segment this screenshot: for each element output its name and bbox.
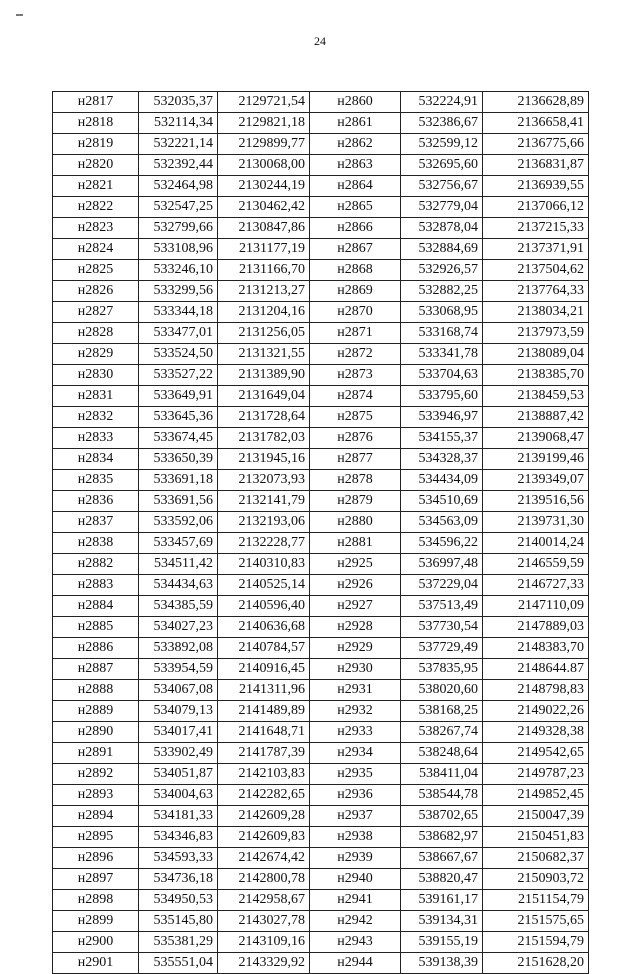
point-id-right: н2870 — [310, 302, 401, 323]
x-coord-left: 534027,23 — [139, 617, 218, 638]
x-coord-left: 535551,04 — [139, 953, 218, 974]
y-coord-left: 2140636,68 — [218, 617, 310, 638]
table-row — [53, 827, 589, 848]
point-id-right: н2869 — [310, 281, 401, 302]
point-id-right: н2942 — [310, 911, 401, 932]
point-id-right: н2873 — [310, 365, 401, 386]
y-coord-right: 2138887,42 — [483, 407, 589, 428]
table-row — [53, 722, 589, 743]
point-id-right: н2931 — [310, 680, 401, 701]
x-coord-right: 534596,22 — [401, 533, 483, 554]
y-coord-left: 2130068,00 — [218, 155, 310, 176]
table-row — [53, 281, 589, 302]
y-coord-right: 2151628,20 — [483, 953, 589, 974]
y-coord-right: 2137973,59 — [483, 323, 589, 344]
point-id-left: н2821 — [53, 176, 139, 197]
y-coord-right: 2138459,53 — [483, 386, 589, 407]
x-coord-right: 537835,95 — [401, 659, 483, 680]
point-id-left: н2892 — [53, 764, 139, 785]
y-coord-left: 2141311,96 — [218, 680, 310, 701]
point-id-right: н2879 — [310, 491, 401, 512]
y-coord-left: 2132193,06 — [218, 512, 310, 533]
x-coord-left: 534067,08 — [139, 680, 218, 701]
point-id-left: н2883 — [53, 575, 139, 596]
point-id-right: н2872 — [310, 344, 401, 365]
table-row — [53, 533, 589, 554]
y-coord-left: 2142958,67 — [218, 890, 310, 911]
point-id-left: н2820 — [53, 155, 139, 176]
table-row — [53, 512, 589, 533]
y-coord-right: 2139731,30 — [483, 512, 589, 533]
x-coord-left: 533299,56 — [139, 281, 218, 302]
x-coord-right: 538667,67 — [401, 848, 483, 869]
x-coord-right: 538682,97 — [401, 827, 483, 848]
point-id-right: н2944 — [310, 953, 401, 974]
y-coord-right: 2148644.87 — [483, 659, 589, 680]
point-id-right: н2940 — [310, 869, 401, 890]
table-row — [53, 470, 589, 491]
table-row — [53, 617, 589, 638]
table-row — [53, 113, 589, 134]
y-coord-right: 2146559,59 — [483, 554, 589, 575]
point-id-left: н2895 — [53, 827, 139, 848]
y-coord-right: 2150451,83 — [483, 827, 589, 848]
x-coord-right: 538168,25 — [401, 701, 483, 722]
x-coord-left: 534181,33 — [139, 806, 218, 827]
point-id-right: н2871 — [310, 323, 401, 344]
point-id-right: н2938 — [310, 827, 401, 848]
table-row — [53, 596, 589, 617]
point-id-right: н2943 — [310, 932, 401, 953]
y-coord-right: 2151575,65 — [483, 911, 589, 932]
x-coord-right: 534434,09 — [401, 470, 483, 491]
x-coord-right: 539161,17 — [401, 890, 483, 911]
point-id-left: н2884 — [53, 596, 139, 617]
point-id-right: н2934 — [310, 743, 401, 764]
table-row — [53, 911, 589, 932]
point-id-right: н2932 — [310, 701, 401, 722]
table-row — [53, 491, 589, 512]
x-coord-left: 534017,41 — [139, 722, 218, 743]
x-coord-right: 533704,63 — [401, 365, 483, 386]
point-id-right: н2867 — [310, 239, 401, 260]
y-coord-right: 2138034,21 — [483, 302, 589, 323]
table-row — [53, 764, 589, 785]
y-coord-left: 2131177,19 — [218, 239, 310, 260]
point-id-right: н2933 — [310, 722, 401, 743]
x-coord-left: 534950,53 — [139, 890, 218, 911]
y-coord-left: 2131213,27 — [218, 281, 310, 302]
x-coord-right: 538020,60 — [401, 680, 483, 701]
coordinates-table — [52, 91, 589, 974]
point-id-right: н2936 — [310, 785, 401, 806]
y-coord-right: 2149022,26 — [483, 701, 589, 722]
x-coord-left: 533344,18 — [139, 302, 218, 323]
table-row — [53, 659, 589, 680]
x-coord-right: 539138,39 — [401, 953, 483, 974]
point-id-left: н2900 — [53, 932, 139, 953]
y-coord-left: 2131321,55 — [218, 344, 310, 365]
point-id-left: н2817 — [53, 92, 139, 113]
table-row — [53, 134, 589, 155]
point-id-left: н2824 — [53, 239, 139, 260]
point-id-right: н2925 — [310, 554, 401, 575]
x-coord-left: 533592,06 — [139, 512, 218, 533]
table-row — [53, 365, 589, 386]
x-coord-left: 535145,80 — [139, 911, 218, 932]
point-id-left: н2826 — [53, 281, 139, 302]
y-coord-right: 2150047,39 — [483, 806, 589, 827]
point-id-left: н2819 — [53, 134, 139, 155]
page-number: 24 — [314, 34, 326, 48]
x-coord-left: 533650,39 — [139, 449, 218, 470]
point-id-left: н2885 — [53, 617, 139, 638]
point-id-right: н2930 — [310, 659, 401, 680]
y-coord-left: 2141787,39 — [218, 743, 310, 764]
y-coord-left: 2142103,83 — [218, 764, 310, 785]
x-coord-left: 533649,91 — [139, 386, 218, 407]
table-row — [53, 197, 589, 218]
y-coord-right: 2151154,79 — [483, 890, 589, 911]
table-row — [53, 575, 589, 596]
point-id-left: н2838 — [53, 533, 139, 554]
x-coord-left: 533691,18 — [139, 470, 218, 491]
y-coord-right: 2149852,45 — [483, 785, 589, 806]
y-coord-left: 2131945,16 — [218, 449, 310, 470]
x-coord-right: 538702,65 — [401, 806, 483, 827]
x-coord-left: 534511,42 — [139, 554, 218, 575]
x-coord-right: 537730,54 — [401, 617, 483, 638]
x-coord-left: 534004,63 — [139, 785, 218, 806]
table-row — [53, 302, 589, 323]
y-coord-right: 2147889,03 — [483, 617, 589, 638]
y-coord-left: 2140916,45 — [218, 659, 310, 680]
point-id-left: н2835 — [53, 470, 139, 491]
point-id-left: н2822 — [53, 197, 139, 218]
x-coord-left: 534593,33 — [139, 848, 218, 869]
x-coord-left: 532464,98 — [139, 176, 218, 197]
point-id-left: н2894 — [53, 806, 139, 827]
y-coord-left: 2131204,16 — [218, 302, 310, 323]
x-coord-left: 532114,34 — [139, 113, 218, 134]
x-coord-left: 534346,83 — [139, 827, 218, 848]
point-id-left: н2890 — [53, 722, 139, 743]
x-coord-left: 533902,49 — [139, 743, 218, 764]
point-id-right: н2868 — [310, 260, 401, 281]
y-coord-left: 2140525,14 — [218, 575, 310, 596]
y-coord-right: 2139349,07 — [483, 470, 589, 491]
table-row — [53, 932, 589, 953]
point-id-left: н2818 — [53, 113, 139, 134]
point-id-left: н2836 — [53, 491, 139, 512]
y-coord-right: 2139199,46 — [483, 449, 589, 470]
x-coord-left: 533457,69 — [139, 533, 218, 554]
point-id-left: н2901 — [53, 953, 139, 974]
y-coord-right: 2136628,89 — [483, 92, 589, 113]
point-id-left: н2898 — [53, 890, 139, 911]
y-coord-right: 2136939,55 — [483, 176, 589, 197]
table-row — [53, 155, 589, 176]
x-coord-right: 532926,57 — [401, 260, 483, 281]
point-id-left: н2829 — [53, 344, 139, 365]
x-coord-right: 532779,04 — [401, 197, 483, 218]
scan-edge-mark — [16, 14, 23, 16]
x-coord-left: 533691,56 — [139, 491, 218, 512]
x-coord-left: 534736,18 — [139, 869, 218, 890]
y-coord-right: 2147110,09 — [483, 596, 589, 617]
point-id-right: н2878 — [310, 470, 401, 491]
point-id-right: н2865 — [310, 197, 401, 218]
x-coord-left: 534385,59 — [139, 596, 218, 617]
table-row — [53, 869, 589, 890]
y-coord-left: 2132141,79 — [218, 491, 310, 512]
x-coord-left: 534051,87 — [139, 764, 218, 785]
table-row — [53, 323, 589, 344]
point-id-right: н2860 — [310, 92, 401, 113]
y-coord-left: 2142609,83 — [218, 827, 310, 848]
table-row — [53, 785, 589, 806]
point-id-right: н2928 — [310, 617, 401, 638]
x-coord-left: 533246,10 — [139, 260, 218, 281]
point-id-right: н2881 — [310, 533, 401, 554]
y-coord-left: 2130462,42 — [218, 197, 310, 218]
table-row — [53, 449, 589, 470]
point-id-left: н2837 — [53, 512, 139, 533]
point-id-right: н2877 — [310, 449, 401, 470]
y-coord-left: 2130244,19 — [218, 176, 310, 197]
x-coord-left: 533108,96 — [139, 239, 218, 260]
table-row — [53, 890, 589, 911]
y-coord-right: 2137764,33 — [483, 281, 589, 302]
point-id-right: н2866 — [310, 218, 401, 239]
table-row — [53, 176, 589, 197]
point-id-right: н2926 — [310, 575, 401, 596]
table-row — [53, 701, 589, 722]
x-coord-right: 534563,09 — [401, 512, 483, 533]
y-coord-left: 2141489,89 — [218, 701, 310, 722]
x-coord-left: 535381,29 — [139, 932, 218, 953]
table-row — [53, 806, 589, 827]
x-coord-left: 532221,14 — [139, 134, 218, 155]
x-coord-right: 533168,74 — [401, 323, 483, 344]
point-id-left: н2825 — [53, 260, 139, 281]
y-coord-left: 2131782,03 — [218, 428, 310, 449]
x-coord-right: 532756,67 — [401, 176, 483, 197]
y-coord-right: 2138385,70 — [483, 365, 589, 386]
x-coord-right: 532386,67 — [401, 113, 483, 134]
table-row — [53, 953, 589, 974]
y-coord-left: 2143109,16 — [218, 932, 310, 953]
x-coord-left: 534079,13 — [139, 701, 218, 722]
point-id-left: н2891 — [53, 743, 139, 764]
point-id-left: н2888 — [53, 680, 139, 701]
table-row — [53, 386, 589, 407]
point-id-left: н2834 — [53, 449, 139, 470]
y-coord-left: 2142800,78 — [218, 869, 310, 890]
coordinates-table-body — [53, 92, 589, 974]
point-id-right: н2939 — [310, 848, 401, 869]
x-coord-right: 532878,04 — [401, 218, 483, 239]
y-coord-right: 2150903,72 — [483, 869, 589, 890]
y-coord-right: 2139516,56 — [483, 491, 589, 512]
x-coord-right: 533795,60 — [401, 386, 483, 407]
table-row — [53, 344, 589, 365]
x-coord-right: 532599,12 — [401, 134, 483, 155]
x-coord-right: 534510,69 — [401, 491, 483, 512]
y-coord-right: 2137066,12 — [483, 197, 589, 218]
y-coord-left: 2143329,92 — [218, 953, 310, 974]
point-id-right: н2862 — [310, 134, 401, 155]
x-coord-left: 533954,59 — [139, 659, 218, 680]
x-coord-right: 537729,49 — [401, 638, 483, 659]
table-row — [53, 680, 589, 701]
y-coord-left: 2131256,05 — [218, 323, 310, 344]
table-row — [53, 554, 589, 575]
x-coord-left: 533527,22 — [139, 365, 218, 386]
x-coord-left: 532547,25 — [139, 197, 218, 218]
x-coord-right: 533946,97 — [401, 407, 483, 428]
y-coord-left: 2129899,77 — [218, 134, 310, 155]
y-coord-right: 2149542,65 — [483, 743, 589, 764]
x-coord-left: 532799,66 — [139, 218, 218, 239]
y-coord-left: 2131389,90 — [218, 365, 310, 386]
point-id-right: н2875 — [310, 407, 401, 428]
table-row — [53, 92, 589, 113]
point-id-left: н2896 — [53, 848, 139, 869]
point-id-left: н2897 — [53, 869, 139, 890]
point-id-left: н2899 — [53, 911, 139, 932]
y-coord-right: 2137215,33 — [483, 218, 589, 239]
point-id-left: н2887 — [53, 659, 139, 680]
point-id-left: н2831 — [53, 386, 139, 407]
x-coord-right: 532224,91 — [401, 92, 483, 113]
point-id-right: н2937 — [310, 806, 401, 827]
y-coord-right: 2136831,87 — [483, 155, 589, 176]
table-row — [53, 407, 589, 428]
x-coord-left: 533645,36 — [139, 407, 218, 428]
x-coord-left: 534434,63 — [139, 575, 218, 596]
y-coord-left: 2140784,57 — [218, 638, 310, 659]
y-coord-right: 2148383,70 — [483, 638, 589, 659]
table-row — [53, 743, 589, 764]
x-coord-left: 533892,08 — [139, 638, 218, 659]
point-id-left: н2893 — [53, 785, 139, 806]
y-coord-left: 2131728,64 — [218, 407, 310, 428]
x-coord-right: 532695,60 — [401, 155, 483, 176]
point-id-left: н2886 — [53, 638, 139, 659]
point-id-right: н2929 — [310, 638, 401, 659]
y-coord-right: 2151594,79 — [483, 932, 589, 953]
x-coord-left: 533524,50 — [139, 344, 218, 365]
x-coord-right: 538544,78 — [401, 785, 483, 806]
table-row — [53, 239, 589, 260]
x-coord-left: 532392,44 — [139, 155, 218, 176]
point-id-right: н2861 — [310, 113, 401, 134]
y-coord-right: 2146727,33 — [483, 575, 589, 596]
point-id-right: н2876 — [310, 428, 401, 449]
table-row — [53, 638, 589, 659]
y-coord-right: 2136775,66 — [483, 134, 589, 155]
point-id-left: н2830 — [53, 365, 139, 386]
x-coord-right: 538820,47 — [401, 869, 483, 890]
y-coord-right: 2137371,91 — [483, 239, 589, 260]
point-id-right: н2874 — [310, 386, 401, 407]
x-coord-left: 532035,37 — [139, 92, 218, 113]
x-coord-right: 533068,95 — [401, 302, 483, 323]
x-coord-right: 537229,04 — [401, 575, 483, 596]
x-coord-left: 533477,01 — [139, 323, 218, 344]
y-coord-left: 2129821,18 — [218, 113, 310, 134]
y-coord-left: 2140596,40 — [218, 596, 310, 617]
x-coord-right: 538248,64 — [401, 743, 483, 764]
y-coord-left: 2130847,86 — [218, 218, 310, 239]
y-coord-left: 2131166,70 — [218, 260, 310, 281]
point-id-left: н2827 — [53, 302, 139, 323]
y-coord-left: 2141648,71 — [218, 722, 310, 743]
x-coord-right: 539155,19 — [401, 932, 483, 953]
x-coord-right: 536997,48 — [401, 554, 483, 575]
x-coord-right: 537513,49 — [401, 596, 483, 617]
point-id-right: н2927 — [310, 596, 401, 617]
point-id-right: н2935 — [310, 764, 401, 785]
x-coord-right: 538411,04 — [401, 764, 483, 785]
table-row — [53, 428, 589, 449]
y-coord-left: 2143027,78 — [218, 911, 310, 932]
x-coord-right: 534155,37 — [401, 428, 483, 449]
y-coord-right: 2149328,38 — [483, 722, 589, 743]
y-coord-left: 2129721,54 — [218, 92, 310, 113]
point-id-right: н2863 — [310, 155, 401, 176]
point-id-left: н2828 — [53, 323, 139, 344]
y-coord-right: 2138089,04 — [483, 344, 589, 365]
y-coord-right: 2150682,37 — [483, 848, 589, 869]
point-id-right: н2880 — [310, 512, 401, 533]
table-row — [53, 218, 589, 239]
y-coord-left: 2132073,93 — [218, 470, 310, 491]
y-coord-right: 2149787,23 — [483, 764, 589, 785]
y-coord-right: 2137504,62 — [483, 260, 589, 281]
point-id-right: н2941 — [310, 890, 401, 911]
point-id-left: н2832 — [53, 407, 139, 428]
table-row — [53, 848, 589, 869]
y-coord-left: 2142282,65 — [218, 785, 310, 806]
y-coord-right: 2139068,47 — [483, 428, 589, 449]
y-coord-left: 2142674,42 — [218, 848, 310, 869]
point-id-left: н2833 — [53, 428, 139, 449]
x-coord-right: 532882,25 — [401, 281, 483, 302]
x-coord-left: 533674,45 — [139, 428, 218, 449]
point-id-left: н2882 — [53, 554, 139, 575]
point-id-right: н2864 — [310, 176, 401, 197]
y-coord-right: 2140014,24 — [483, 533, 589, 554]
y-coord-left: 2140310,83 — [218, 554, 310, 575]
x-coord-right: 538267,74 — [401, 722, 483, 743]
x-coord-right: 539134,31 — [401, 911, 483, 932]
y-coord-right: 2136658,41 — [483, 113, 589, 134]
x-coord-right: 532884,69 — [401, 239, 483, 260]
x-coord-right: 534328,37 — [401, 449, 483, 470]
y-coord-left: 2142609,28 — [218, 806, 310, 827]
x-coord-right: 533341,78 — [401, 344, 483, 365]
table-row — [53, 260, 589, 281]
y-coord-left: 2132228,77 — [218, 533, 310, 554]
y-coord-right: 2148798,83 — [483, 680, 589, 701]
y-coord-left: 2131649,04 — [218, 386, 310, 407]
point-id-left: н2823 — [53, 218, 139, 239]
point-id-left: н2889 — [53, 701, 139, 722]
